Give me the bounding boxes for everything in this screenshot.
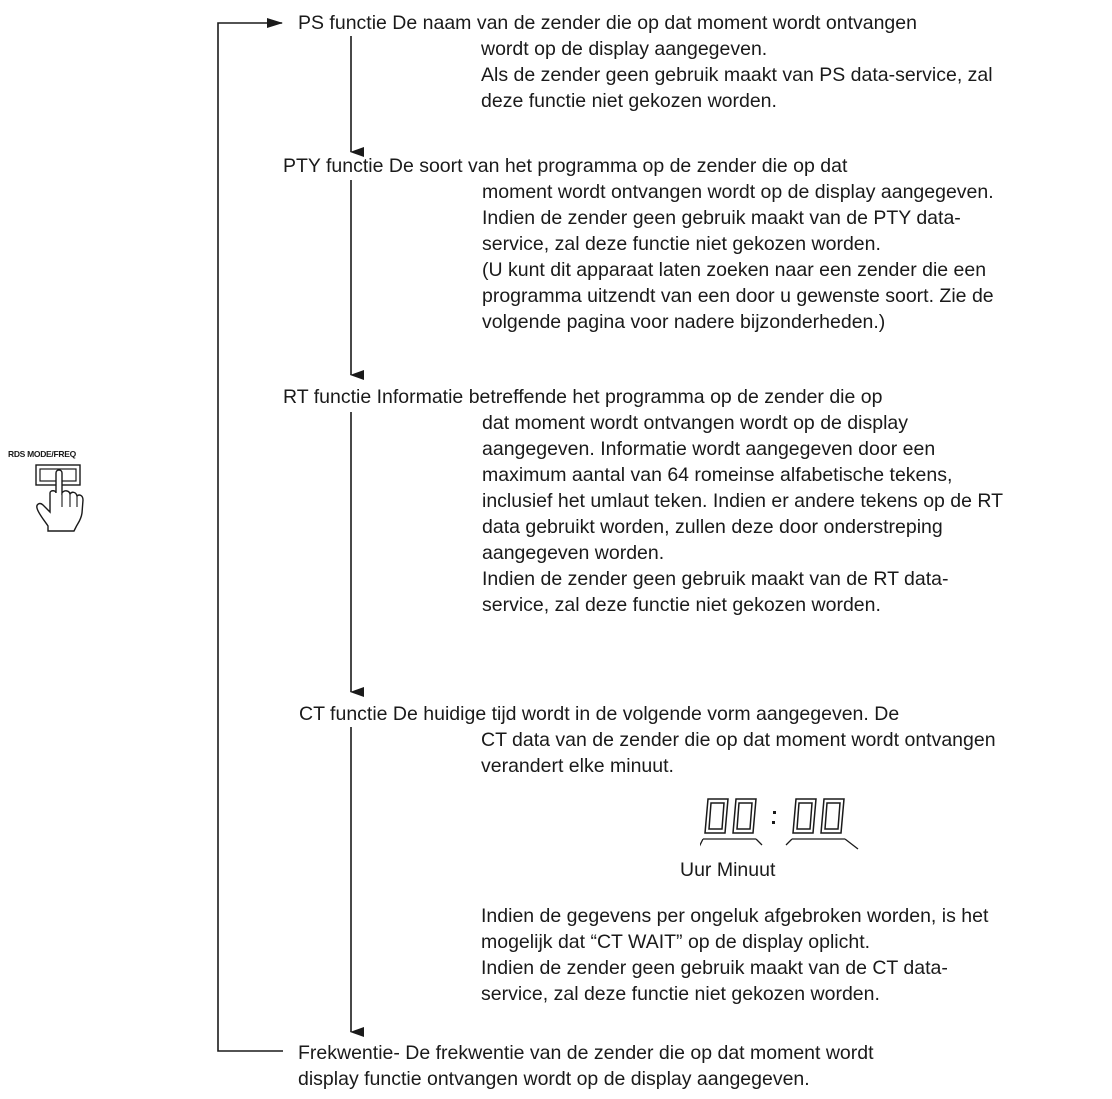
rt-description (482, 410, 1003, 618)
ps-line: Als de zender geen gebruik maakt van PS data-service, zal (481, 64, 993, 86)
rt-line: data gebruikt worden, zullen deze door onderstreping (482, 516, 943, 538)
pty-line: service, zal deze functie niet gekozen worden. (482, 233, 881, 255)
pty-heading: PTY functie De soort van het programma op de zender die op dat (283, 155, 848, 177)
rds-mode-freq-label: RDS MODE/FREQ (8, 449, 76, 459)
ct-line: Indien de zender geen gebruik maakt van de CT data- (481, 957, 948, 979)
ct-line: mogelijk dat “CT WAIT” op de display oplicht. (481, 931, 871, 953)
clock-caption: Uur Minuut (680, 859, 776, 881)
ct-line: Indien de gegevens per ongeluk afgebroken worden, is het (481, 905, 989, 927)
ct-description-after (481, 903, 988, 1007)
ps-line: deze functie niet gekozen worden. (481, 90, 777, 112)
rt-line: aangegeven worden. (482, 542, 665, 564)
ct-heading: CT functie De huidige tijd wordt in de volgende vorm aangegeven. De (299, 703, 900, 725)
pty-line: (U kunt dit apparaat laten zoeken naar een zender die een (482, 259, 987, 281)
ct-line: CT data van de zender die op dat moment wordt ontvangen (481, 729, 996, 751)
rt-line: maximum aantal van 64 romeinse alfabetische tekens, (482, 464, 953, 486)
rt-heading: RT functie Informatie betreffende het programma op de zender die op (283, 386, 883, 408)
rt-line: dat moment wordt ontvangen wordt op de display (482, 412, 909, 434)
seven-segment-clock (700, 795, 860, 855)
ps-heading: PS functie De naam van de zender die op dat moment wordt ontvangen (298, 12, 917, 34)
ct-line: service, zal deze functie niet gekozen worden. (481, 983, 880, 1005)
freq-heading-line2: display functie ontvangen wordt op de display aangegeven. (298, 1068, 810, 1090)
pty-line: moment wordt ontvangen wordt op de display aangegeven. (482, 181, 994, 203)
rt-line: Indien de zender geen gebruik maakt van de RT data- (482, 568, 949, 590)
rt-line: service, zal deze functie niet gekozen worden. (482, 594, 881, 616)
ct-line: verandert elke minuut. (481, 755, 674, 777)
pty-description (482, 179, 994, 335)
ct-description (481, 727, 996, 779)
rt-line: inclusief het umlaut teken. Indien er andere tekens op de RT (482, 490, 1004, 512)
ps-line: wordt op de display aangegeven. (481, 38, 768, 60)
pressing-hand-icon (34, 463, 94, 533)
rt-line: aangegeven. Informatie wordt aangegeven door een (482, 438, 936, 460)
clock-display (700, 795, 860, 860)
ps-description (481, 36, 993, 114)
freq-heading: Frekwentie- De frekwentie van de zender die op dat moment wordt (298, 1042, 874, 1064)
pty-line: Indien de zender geen gebruik maakt van de PTY data- (482, 207, 961, 229)
loop-back-line (218, 23, 283, 1051)
pty-line: programma uitzendt van een door u gewenste soort. Zie de (482, 285, 994, 307)
pty-line: volgende pagina voor nadere bijzonderheden.) (482, 311, 886, 333)
